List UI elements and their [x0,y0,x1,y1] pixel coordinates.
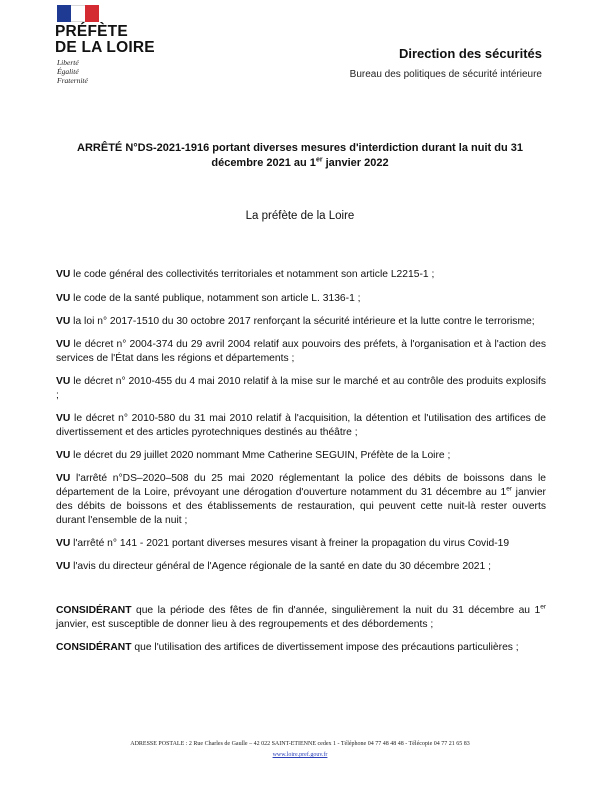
vu-text: l'arrêté n°DS–2020–508 du 25 mai 2020 réglementant la police des débits de boissons dans le département de la Loire, prévoyant une dérogation d'ouverture notamment du 31 décembre au 1 [56,473,546,498]
vu-keyword: VU [56,561,71,572]
vu-item [56,560,546,574]
vu-text: le décret du 29 juillet 2020 nommant Mme Catherine SEGUIN, Préfète de la Loire ; [70,450,451,461]
vu-text: la loi n° 2017-1510 du 30 octobre 2017 renforçant la sécurité intérieure et la lutte contre le terrorisme; [70,316,535,327]
republic-motto [57,58,88,85]
decree-title-line2-pre: décembre 2021 au 1 [211,157,316,169]
vu-text: le décret n° 2010-580 du 31 mai 2010 relatif à l'acquisition, la détention et l'utilisation des artifices de divertissement et des articles pyrotechniques destinés au théâtre ; [56,413,546,438]
vu-text: l'avis du directeur général de l'Agence régionale de la santé en date du 30 décembre 2021 ; [70,561,491,572]
vu-text: l'arrêté n° 141 - 2021 portant diverses mesures visant à freiner la propagation du virus Covid-19 [70,538,510,549]
vu-text: le code général des collectivités territoriales et notamment son article L2215-1 ; [70,269,435,280]
decree-title-superscript: er [315,156,323,164]
vu-item [56,375,546,403]
considerant-keyword: CONSIDÉRANT [56,605,132,616]
vu-item [56,315,546,329]
considerant-keyword: CONSIDÉRANT [56,642,132,653]
vu-keyword: VU [56,316,71,327]
decree-title [40,141,560,171]
letterhead [0,0,600,100]
considerant-item [56,641,546,655]
vu-text: le code de la santé publique, notamment son article L. 3136-1 ; [70,293,361,304]
footer-website-link[interactable]: www.loire.pref.gouv.fr [272,752,328,758]
vu-text: le décret n° 2010-455 du 4 mai 2010 relatif à la mise sur le marché et au contrôle des produits explosifs ; [56,376,546,401]
prefecture-name [55,24,155,56]
prefecture-name-line2: DE LA LOIRE [55,39,155,56]
considerant-superscript: er [540,603,546,611]
vu-keyword: VU [56,473,71,484]
vu-item [56,449,546,463]
vu-item [56,268,546,282]
vu-keyword: VU [56,376,71,387]
decree-title-line1: ARRÊTÉ N°DS-2021-1916 portant diverses mesures d'interdiction durant la nuit du 31 [77,142,523,154]
vu-item [56,338,546,366]
prefecture-name-line1: PRÉFÈTE [55,23,128,40]
vu-keyword: VU [56,293,71,304]
vu-keyword: VU [56,413,71,424]
vu-keyword: VU [56,450,71,461]
vu-text: le décret n° 2004-374 du 29 avril 2004 relatif aux pouvoirs des préfets, à l'organisation et à l'action des services de l'État dans les régions et départements ; [56,339,546,364]
vu-keyword: VU [56,269,71,280]
bureau-subtitle: Bureau des politiques de sécurité intérieure [349,69,542,80]
issuing-authority: La préfète de la Loire [245,210,355,222]
vu-item [56,537,546,551]
motto-egalite: Égalité [57,67,79,76]
decree-title-line2 [40,156,560,171]
footer-address: ADRESSE POSTALE : 2 Rue Charles de Gaulle – 42 022 SAINT-ETIENNE cedex 1 - Téléphone 04 77 48 48 48 - Télécopie 04 77 21 65 83 [130,741,470,747]
decree-title-line2-post: janvier 2022 [322,157,389,169]
considerant-text: que l'utilisation des artifices de divertissement impose des précautions particulières ; [131,642,519,653]
motto-fraternite: Fraternité [57,76,88,85]
considerant-text-continued: janvier, est susceptible de donner lieu à des regroupements et des débordements ; [56,619,434,630]
vu-superscript: er [506,485,512,493]
considerant-text: que la période des fêtes de fin d'année, singulièrement la nuit du 31 décembre au 1 [131,605,541,616]
vu-item [56,292,546,306]
vu-keyword: VU [56,339,71,350]
motto-liberte: Liberté [57,58,79,67]
recitals-list [56,268,546,655]
vu-item [56,412,546,440]
direction-title: Direction des sécurités [398,46,542,61]
vu-keyword: VU [56,538,71,549]
considerant-item [56,604,546,632]
marianne-icon [64,5,88,22]
vu-text-continued: janvier des débits de boissons et des établissements de restauration, qui peuvent cette nuit-là rester ouverts durant l'ensemble de la nuit ; [56,487,546,526]
vu-item [56,472,546,528]
